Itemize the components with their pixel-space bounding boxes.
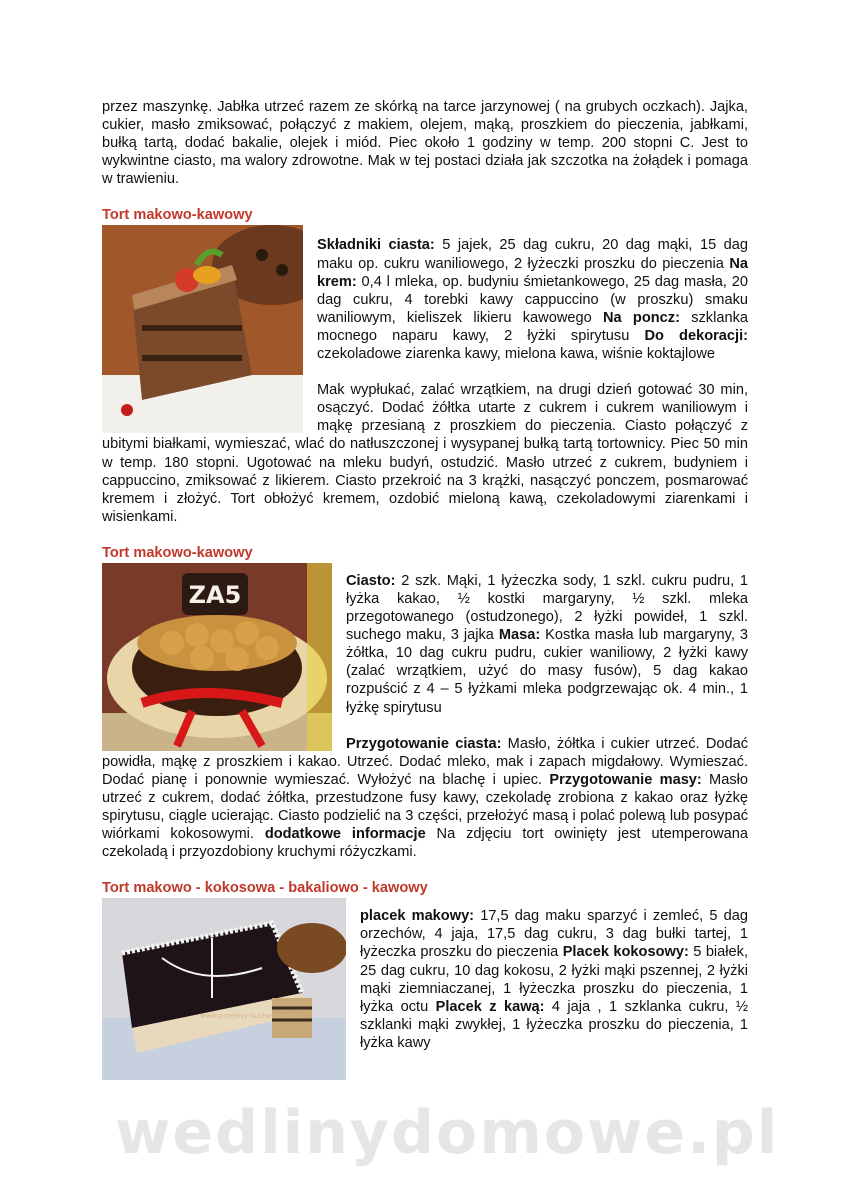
document-page [102, 98, 748, 1080]
recipe1-method: Mak wypłukać, zalać wrzątkiem, na drugi dzień gotować 30 min, osączyć. Dodać żółtka utarte z cukrem i cukrem waniliowym i mąkę przesianą z proszkiem do pieczenia. Ciasto połączyć z ubitymi białkami, wymieszać, wlać do natłuszczonej i wysypanej bułką tartą tortownicy. Piec 50 min w temp. 180 stopni. Ugotować na mleku budyń, ostudzić. Masło utrzeć z cukrem, budyniem i cappuccino, zmiksować z likierem. Ciasto przekroić na 3 krążki, nasączyć ponczem, posmarować kremem i złożyć. Tort obłożyć kremem, ozdobić mieloną kawą, czekoladowymi ziarenkami i wisienkami. [102, 382, 748, 525]
recipe2-ingredients: Ciasto: 2 szk. Mąki, 1 łyżeczka sody, 1 szkl. cukru pudru, 1 łyżka kakao, ½ kostki margaryny, ½ szkl. mleka przegotowanego (ostudzonego), 2 łyżki powideł, 1 szkl. suchego maku, 3 jajka Masa: Kostka masła lub margaryny, 3 żółtka, 10 dag cukru pudru, cukier waniliowy, 2 łyżki kawy (zalać wrzątkiem, użyć do masy fusów), 5 dag kakao rozpuścić z 4 – 5 łyżkami mleka podgrzewając ok. 4 min., 1 łyżkę spirytusu [346, 572, 748, 716]
recipe3-photo-layered-cake [102, 898, 346, 1080]
recipe2-photo-cake-za5 [102, 563, 332, 751]
recipe1-photo-cake-slice [102, 225, 303, 433]
photo-caption: www.przepisy-kuchenne.info [200, 1012, 301, 1021]
cake-sign-text: ZA5 [188, 580, 242, 609]
watermark: wedlinydomowe.pl [115, 1098, 780, 1168]
recipe2-method: Przygotowanie ciasta: Masło, żółtka i cukier utrzeć. Dodać powidła, mąkę z proszkiem i kakao. Utrzeć. Dodać mleko, mak i zapach migdałowy. Wymieszać. Dodać pianę i ponownie wymieszać. Wyłożyć na blachę i upiec. Przygotowanie masy: Masło utrzeć z cukrem, dodać żółtka, przestudzone fusy kawy, czekoladę zrobiona z kakao oraz łyżkę spirytusu, ciągle ucierając. Ciasto podzielić na 3 części, przełożyć masą i polać polewą lub posypać wiórkami kokosowymi. dodatkowe informacje Na zdjęciu tort owinięty jest utemperowana czekoladą i przyozdobiony kruchymi różyczkami. [102, 735, 749, 861]
recipe3-ingredients: placek makowy: 17,5 dag maku sparzyć i zemleć, 5 dag orzechów, 4 jaja, 17,5 dag cukru, 3 dag bułki tartej, 1 łyżeczka proszku do pieczenia Placek kokosowy: 5 białek, 25 dag cukru, 10 dag kokosu, 2 łyżki mąki pszennej, 2 łyżki mąki ziemniaczanej, 1 łyżeczka proszku do pieczenia, 1 łyżka octu Placek z kawą: 4 jaja , 1 szklanka cukru, ½ szklanki mąki zwykłej, 1 łyżeczka proszku do pieczenia, 1 łyżka kawy [360, 908, 749, 1051]
recipe1-title: Tort makowo-kawowy [102, 207, 253, 224]
recipe1-ingredients: Składniki ciasta: 5 jajek, 25 dag cukru, 20 dag mąki, 15 dag maku op. cukru waniliowego, 2 łyżeczki proszku do pieczenia Na krem: 0,4 l mleka, op. budyniu śmietankowego, 25 dag masła, 20 dag cukru, 4 torebki kawy cappuccino (w proszku) smaku waniliowym, kieliszek likieru kawowego Na poncz: szklanka mocnego naparu kawy, 2 łyżki spirytusu Do dekoracji: czekoladowe ziarenka kawy, mielona kawa, wiśnie koktajlowe [317, 237, 749, 363]
recipe2-title: Tort makowo-kawowy [102, 544, 253, 561]
intro-paragraph: przez maszynkę. Jabłka utrzeć razem ze skórką na tarce jarzynowej ( na grubych oczkach). Jajka, cukier, masło zmiksować, połączyć z makiem, olejem, mąką, proszkiem do pieczenia, jabłkami, bułką tartą, dodać bakalie, olejek i miód. Piec około 1 godziny w temp. 200 stopni C. Jest to wykwintne ciasto, ma walory zdrowotne. Mak w tej postaci działa jak szczotka na żołądek i pomaga w trawieniu. [102, 99, 748, 188]
recipe3-title: Tort makowo - kokosowa - bakaliowo - kawowy [102, 880, 428, 897]
